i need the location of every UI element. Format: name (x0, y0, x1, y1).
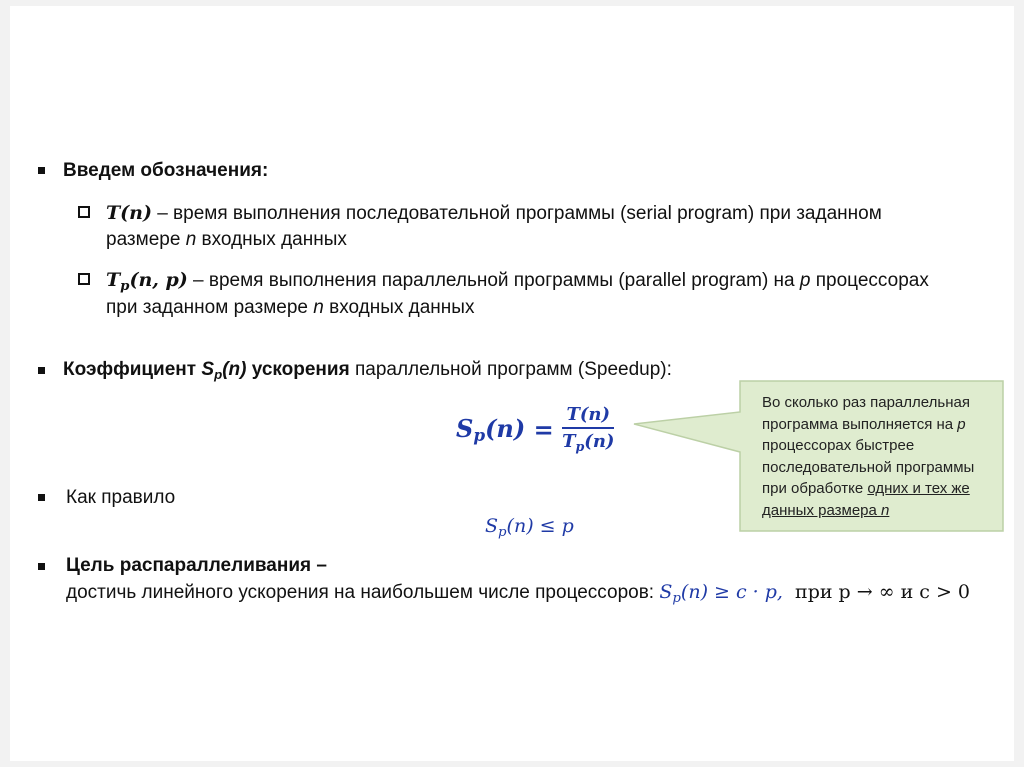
goal-condition: при p → ∞ и c > 0 (782, 581, 971, 603)
bullet-2 (38, 367, 45, 374)
formula-numerator: T(n) (566, 404, 610, 425)
item1-line1: T(n) – время выполнения последовательной программы (serial program) при заданном (106, 202, 882, 224)
formula-equals: = (525, 414, 563, 444)
formula-fraction (562, 404, 614, 454)
checkbox-icon (78, 206, 90, 218)
section4-line2: достичь линейного ускорения на наибольшем числе процессоров: $S_p(n) \ge c \cdot p$, при p → ∞ и c > 0 (66, 581, 971, 606)
item1-line2: размере n входных данных (106, 229, 347, 250)
item2-line2: при заданном размере n входных данных (106, 297, 475, 318)
callout-line-6: данных размера n (762, 501, 890, 519)
callout-line-3: процессорах быстрее (762, 437, 915, 454)
fraction-line (562, 427, 614, 429)
checkbox-icon (78, 273, 90, 285)
callout-line-1: Во сколько раз параллельная (762, 394, 970, 411)
section3-label: Как правило (66, 487, 176, 508)
goal-formula: $S_p(n) \ge c \cdot p$, (659, 581, 783, 606)
section2-label: Коэффициент $S_p(n)$ ускорения параллельной программ (Speedup): (63, 359, 672, 382)
speedup-formula (456, 404, 614, 454)
callout-line-4: последовательной программы (762, 458, 975, 476)
section1-heading: Введем обозначения: (63, 160, 269, 181)
bullet-4 (38, 563, 45, 570)
formula-lhs: $S_p(n)$ (456, 413, 526, 445)
bullet-1 (38, 167, 45, 174)
callout-text (762, 392, 974, 521)
item2-line1: $T_p(n$, p) – время выполнения параллельной программы (parallel program) на p процессорах (106, 269, 929, 294)
callout-line-5: при обработке одних и тех же (762, 480, 970, 497)
section4-label: Цель распараллеливания – (66, 555, 327, 576)
formula-denominator: $T_p(n)$ (562, 431, 615, 454)
callout-line-2: программа выполняется на p (762, 415, 966, 433)
rule-formula: $S_p(n) \le p$ (485, 515, 574, 540)
bullet-3 (38, 494, 45, 501)
